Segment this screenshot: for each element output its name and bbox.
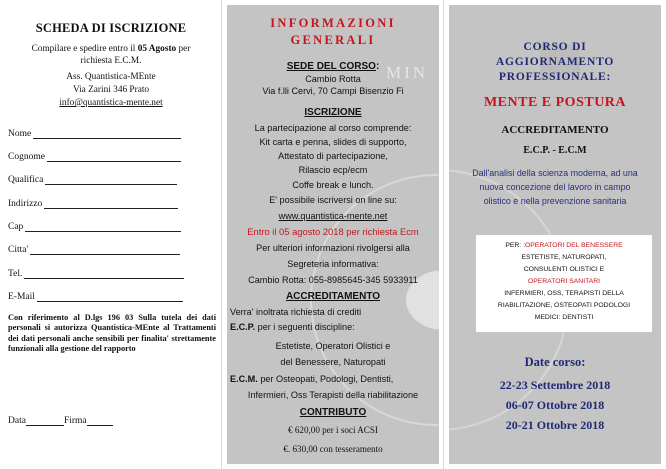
general-info-panel — [222, 0, 444, 469]
course-main-title: MENTE E POSTURA — [483, 95, 627, 110]
registration-form-panel — [0, 0, 222, 469]
venue-name: Cambio Rotta — [305, 74, 361, 84]
accreditation-discipline: del Benessere, Naturopati — [280, 357, 386, 367]
registration-line: E' possibile iscriversi on line su: — [269, 195, 397, 205]
audience-health-heading: OPERATORI SANITARI — [527, 278, 601, 285]
registration-line: Attestato di partecipazione, — [278, 151, 388, 161]
fee-heading: CONTRIBUTO — [299, 407, 367, 418]
qualification-field[interactable] — [8, 173, 213, 185]
ecp-label: E.C.P. — [230, 322, 256, 332]
intro-text-end: per — [176, 44, 191, 54]
venue-address: Via f.lli Cervi, 70 Campi Bisenzio Fi — [262, 86, 404, 96]
accreditation-ecm-line2: Infermieri, Oss Terapisti della riabilitazione — [247, 390, 419, 400]
registration-line: Coffe break e lunch. — [292, 180, 374, 190]
accreditation-ecp-line — [230, 321, 440, 333]
per-label: PER: : — [505, 242, 525, 249]
registration-deadline: Entro il 05 agosto 2018 per richiesta Ecm — [247, 226, 419, 237]
registration-heading: ISCRIZIONE — [304, 107, 362, 118]
date-line[interactable] — [26, 416, 64, 426]
accreditation-ecm-line — [230, 373, 440, 385]
ecp-ecm-label: E.C.P. - E.C.M — [523, 145, 587, 156]
course-date: 22-23 Settembre 2018 — [499, 378, 611, 392]
surname-field[interactable] — [8, 150, 213, 162]
qualification-label: Qualifica — [8, 175, 44, 185]
city-line[interactable] — [30, 245, 180, 255]
association-email-link[interactable]: info@quantistica-mente.net — [59, 98, 163, 108]
audience-wellness-heading — [476, 240, 652, 251]
venue-title: SEDE DEL CORSO — [286, 61, 376, 72]
registration-line: Rilascio ecp/ecm — [298, 165, 368, 175]
info-heading-line2: GENERALI — [290, 33, 376, 47]
info-contact-line: Per ulteriori informazioni rivolgersi alla — [256, 243, 410, 253]
website-link[interactable]: www.quantistica-mente.net — [278, 211, 388, 221]
signature-label: Firma — [63, 416, 87, 426]
date-label: Data — [8, 416, 26, 426]
intro-deadline: 05 Agosto — [137, 44, 177, 54]
info-phone-line: Cambio Rotta: 055-8985645-345 5933911 — [248, 275, 418, 285]
info-heading-line1: INFORMAZIONI — [270, 16, 396, 30]
audience-line: CONSULENTI OLISTICI E — [523, 266, 605, 273]
cap-line[interactable] — [25, 222, 181, 232]
form-title: SCHEDA DI ISCRIZIONE — [35, 21, 187, 35]
ecp-text: per i seguenti discipline: — [255, 322, 355, 332]
wellness-operators-label: OPERATORI DEL BENESSERE — [524, 242, 623, 249]
venue-colon: : — [375, 61, 380, 72]
signature-line[interactable] — [87, 416, 113, 426]
accreditation-line: Verra' inoltrata richiesta di crediti — [230, 307, 362, 317]
name-field[interactable] — [8, 127, 213, 139]
audience-line: RIABILITAZIONE, OSTEOPATI PODOLOGI — [497, 302, 631, 309]
address-line[interactable] — [44, 199, 178, 209]
course-date: 06-07 Ottobre 2018 — [505, 398, 605, 412]
course-label-line: AGGIORNAMENTO — [495, 56, 615, 68]
accreditation-discipline: Estetiste, Operatori Olistici e — [275, 341, 391, 351]
form-intro-line2: richiesta E.C.M. — [80, 56, 142, 66]
ecm-label: E.C.M. — [230, 374, 258, 384]
audience-line: ESTETISTE, NATUROPATI, — [521, 254, 607, 261]
registration-line: Kit carta e penna, slides di supporto, — [259, 137, 407, 147]
name-label: Nome — [8, 129, 32, 139]
surname-label: Cognome — [8, 152, 45, 162]
course-cover-panel — [444, 0, 666, 469]
email-line[interactable] — [37, 292, 183, 302]
ecm-text: per Osteopati, Podologi, Dentisti, — [257, 374, 394, 384]
course-dates-heading: Date corso: — [524, 355, 586, 369]
privacy-consent-text: Con riferimento al D.lgs 196 03 Sulla tutela dei dati personali si autorizza Quantistica-MEnte al Trattamenti dei dati personali anche sensibili per finalita' strettamente funzionali alla gestione del rapporto — [8, 313, 216, 354]
course-description-line: Dall'analisi della scienza moderna, ad una — [472, 168, 638, 178]
phone-field[interactable] — [8, 267, 213, 279]
phone-line[interactable] — [24, 269, 184, 279]
email-label: E-Mail — [8, 292, 35, 302]
cap-label: Cap — [8, 222, 24, 232]
association-address: Via Zarini 346 Prato — [72, 85, 150, 95]
association-name: Ass. Quantistica-MEnte — [66, 72, 156, 82]
venue-heading — [222, 60, 444, 73]
course-label-line: CORSO DI — [523, 41, 587, 53]
info-contact-line: Segreteria informativa: — [287, 259, 379, 269]
date-signature-row[interactable] — [8, 416, 113, 426]
intro-text: Compilare e spedire entro il — [31, 44, 138, 54]
course-date: 20-21 Ottobre 2018 — [505, 418, 605, 432]
course-description-line: nuova concezione del lavoro in campo — [479, 182, 631, 192]
address-field[interactable] — [8, 197, 213, 209]
city-label: Citta' — [8, 245, 29, 255]
course-label-line: PROFESSIONALE: — [498, 71, 612, 83]
registration-line: La partecipazione al corso comprende: — [254, 123, 412, 133]
address-label: Indirizzo — [8, 199, 43, 209]
audience-line: MEDICI: DENTISTI — [534, 314, 594, 321]
accreditation-heading: ACCREDITAMENTO — [285, 291, 381, 302]
phone-label: Tel. — [8, 269, 23, 279]
fee-members: € 620,00 per i soci ACSI — [288, 425, 378, 435]
accreditation-label: ACCREDITAMENTO — [501, 124, 609, 136]
background-word: MIN — [386, 63, 429, 82]
email-field[interactable] — [8, 290, 213, 302]
cap-field[interactable] — [8, 220, 213, 232]
target-audience-box — [476, 235, 652, 332]
city-field[interactable] — [8, 243, 213, 255]
name-line[interactable] — [33, 129, 181, 139]
fee-with-membership: €. 630,00 con tesseramento — [283, 444, 383, 454]
qualification-line[interactable] — [45, 175, 177, 185]
audience-line: INFERMIERI, OSS, TERAPISTI DELLA — [504, 290, 624, 297]
surname-line[interactable] — [47, 152, 181, 162]
course-description-line: olistico e nella prevenzione sanitaria — [483, 196, 627, 206]
form-intro-line1 — [0, 43, 222, 55]
